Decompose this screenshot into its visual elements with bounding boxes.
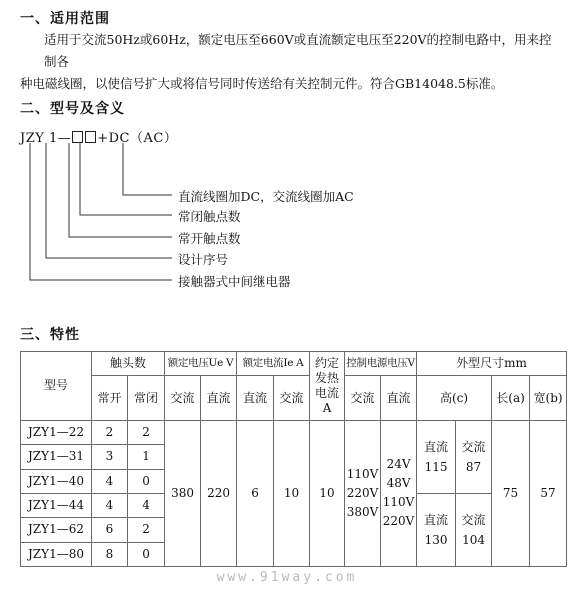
cell-no: 6 xyxy=(92,518,128,542)
section-1-title: 一、适用范围 xyxy=(20,11,110,27)
height-dc-1-label: 直流 xyxy=(424,439,449,454)
height-dc-2-value: 130 xyxy=(424,532,448,547)
header-contacts: 触头数 xyxy=(92,352,165,376)
cell-no: 8 xyxy=(92,542,128,566)
header-ie-ac: 交流 xyxy=(274,376,310,421)
header-ctrl-ac: 交流 xyxy=(345,376,381,421)
cell-width: 57 xyxy=(530,420,567,566)
cell-nc: 2 xyxy=(128,420,165,444)
cell-ue-dc: 220 xyxy=(201,420,237,566)
cell-model: JZY1—40 xyxy=(21,469,92,493)
cell-nc: 1 xyxy=(128,445,165,469)
model-suffix: +DC（AC） xyxy=(97,131,178,146)
cell-model: JZY1—62 xyxy=(21,518,92,542)
ctrl-dc-4: 220V xyxy=(382,514,415,529)
cell-no: 4 xyxy=(92,493,128,517)
cell-ctrl-ac xyxy=(345,420,381,566)
cell-height-dc-2 xyxy=(417,493,456,566)
header-ie-dc: 直流 xyxy=(237,376,274,421)
header-dimensions: 外型尺寸mm xyxy=(417,352,567,376)
height-ac-2-value: 104 xyxy=(462,532,485,547)
cell-length: 75 xyxy=(492,420,530,566)
ctrl-dc-2: 48V xyxy=(386,476,411,491)
header-rated-current: 额定电流Ie A xyxy=(237,352,310,376)
header-thermal-current: 约定发热电流A xyxy=(310,352,345,421)
section-1-line-1: 适用于交流50Hz或60Hz，额定电压至660V或直流额定电压至220V的控制电路中，用来控制各 xyxy=(44,32,552,69)
cell-height-ac-2 xyxy=(456,493,492,566)
height-ac-1-value: 87 xyxy=(465,459,482,474)
ctrl-ac-1: 110V xyxy=(346,466,379,481)
cell-nc: 4 xyxy=(128,493,165,517)
ctrl-dc-1: 24V xyxy=(386,457,411,472)
section-3-title: 三、特性 xyxy=(20,327,80,343)
cell-height-dc-1 xyxy=(417,420,456,493)
ctrl-ac-3: 380V xyxy=(346,504,379,519)
label-relay-type: 接触器式中间继电器 xyxy=(178,274,291,289)
header-no: 常开 xyxy=(92,376,128,421)
cell-no: 3 xyxy=(92,445,128,469)
cell-model: JZY1—22 xyxy=(21,420,92,444)
cell-thermal: 10 xyxy=(310,420,345,566)
height-ac-1-label: 交流 xyxy=(461,439,486,454)
header-ue-ac: 交流 xyxy=(165,376,201,421)
header-width: 宽(b) xyxy=(530,376,567,421)
cell-ue-ac: 380 xyxy=(165,420,201,566)
spec-table xyxy=(20,351,567,567)
cell-height-ac-1 xyxy=(456,420,492,493)
cell-nc: 0 xyxy=(128,469,165,493)
cell-ie-dc: 6 xyxy=(237,420,274,566)
model-prefix: JZY 1— xyxy=(20,131,72,146)
cell-no: 4 xyxy=(92,469,128,493)
cell-nc: 2 xyxy=(128,518,165,542)
section-1-line-2: 种电磁线圈，以使信号扩大或将信号同时传送给有关控制元件。符合GB14048.5标准。 xyxy=(20,76,504,91)
header-length: 长(a) xyxy=(492,376,530,421)
label-coil-type: 直流线圈加DC，交流线圈加AC xyxy=(178,189,354,204)
label-design-no: 设计序号 xyxy=(178,252,229,267)
label-no-contacts: 常开触点数 xyxy=(178,231,241,246)
header-rated-voltage: 额定电压Ue V xyxy=(165,352,237,376)
cell-ie-ac: 10 xyxy=(274,420,310,566)
height-ac-2-label: 交流 xyxy=(461,512,486,527)
header-nc: 常闭 xyxy=(128,376,165,421)
ctrl-dc-3: 110V xyxy=(382,495,415,510)
cell-no: 2 xyxy=(92,420,128,444)
table-row xyxy=(21,420,567,444)
header-ctrl-dc: 直流 xyxy=(381,376,417,421)
watermark: www.91way.com xyxy=(216,570,358,585)
cell-nc: 0 xyxy=(128,542,165,566)
ctrl-ac-2: 220V xyxy=(346,485,379,500)
cell-model: JZY1—31 xyxy=(21,445,92,469)
height-dc-1-value: 115 xyxy=(424,459,448,474)
header-ue-dc: 直流 xyxy=(201,376,237,421)
section-2-title: 二、型号及含义 xyxy=(20,101,125,117)
header-ctrl-voltage: 控制电源电压V xyxy=(345,352,417,376)
header-model: 型号 xyxy=(21,352,92,421)
header-height: 高(c) xyxy=(417,376,492,421)
cell-ctrl-dc xyxy=(381,420,417,566)
height-dc-2-label: 直流 xyxy=(424,512,449,527)
cell-model: JZY1—80 xyxy=(21,542,92,566)
label-nc-contacts: 常闭触点数 xyxy=(178,209,241,224)
cell-model: JZY1—44 xyxy=(21,493,92,517)
